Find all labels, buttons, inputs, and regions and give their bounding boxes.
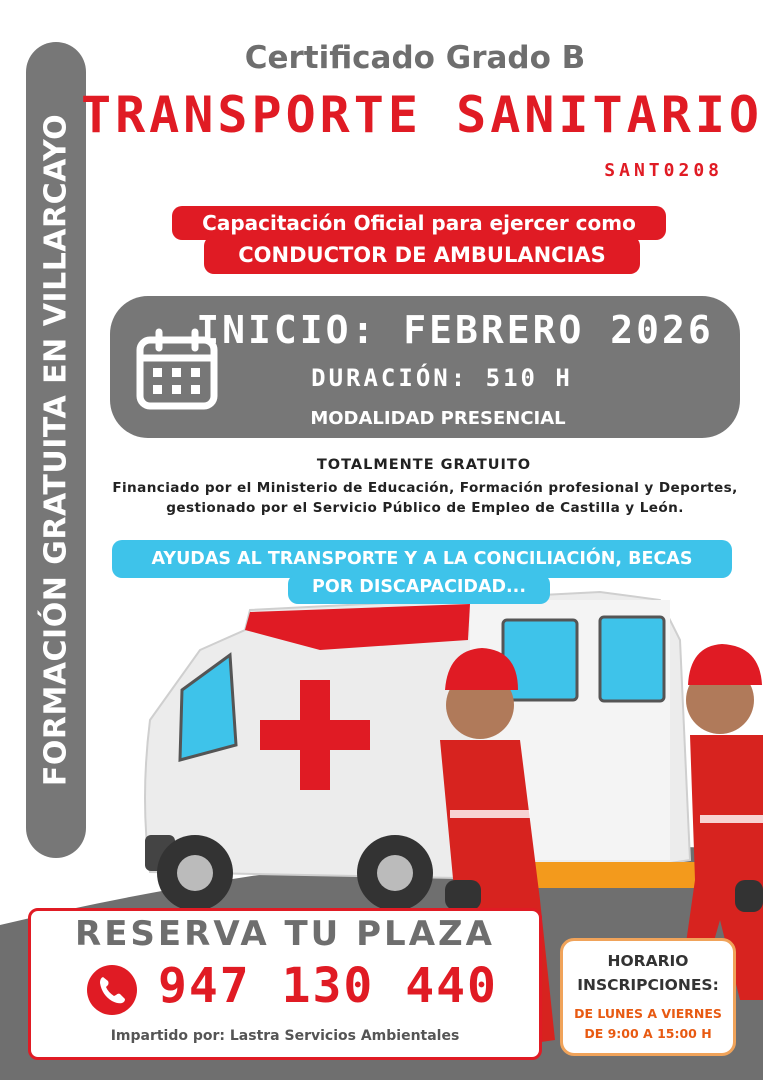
modality: MODALIDAD PRESENCIAL [310,408,566,429]
ayudas-line1: AYUDAS AL TRANSPORTE Y A LA CONCILIACIÓN, BECAS [112,540,732,578]
phone-icon [86,964,138,1016]
side-banner-text: FORMACIÓN GRATUITA EN VILLARCAYO [38,113,74,787]
reserve-title: RESERVA TU PLAZA [75,914,495,954]
course-code: SANT0208 [604,160,723,181]
phone-number[interactable]: 947 130 440 [158,958,498,1014]
capacitacion-line1: Capacitación Oficial para ejercer como [172,206,666,240]
start-date: INICIO: FEBRERO 2026 [196,308,714,352]
duration: DURACIÓN: 510 H [311,364,573,392]
free-title: TOTALMENTE GRATUITO [316,457,532,473]
schedule-hours: DE 9:00 A 15:00 H [584,1026,712,1041]
schedule-days: DE LUNES A VIERNES [574,1006,722,1021]
capacitacion-line2: CONDUCTOR DE AMBULANCIAS [204,236,640,274]
provider-text: Impartido por: Lastra Servicios Ambientales [110,1028,460,1044]
funding-text: Financiado por el Ministerio de Educación, Formación profesional y Deportes, gestionado por el Servicio Público de Empleo de Castilla y León. [112,480,738,516]
schedule-title2: INSCRIPCIONES: [577,976,719,994]
schedule-title1: HORARIO [607,952,689,970]
certificate-title: Certificado Grado B [244,40,586,76]
ayudas-line2: POR DISCAPACIDAD... [288,574,550,604]
main-title: TRANSPORTE SANITARIO [80,86,763,144]
